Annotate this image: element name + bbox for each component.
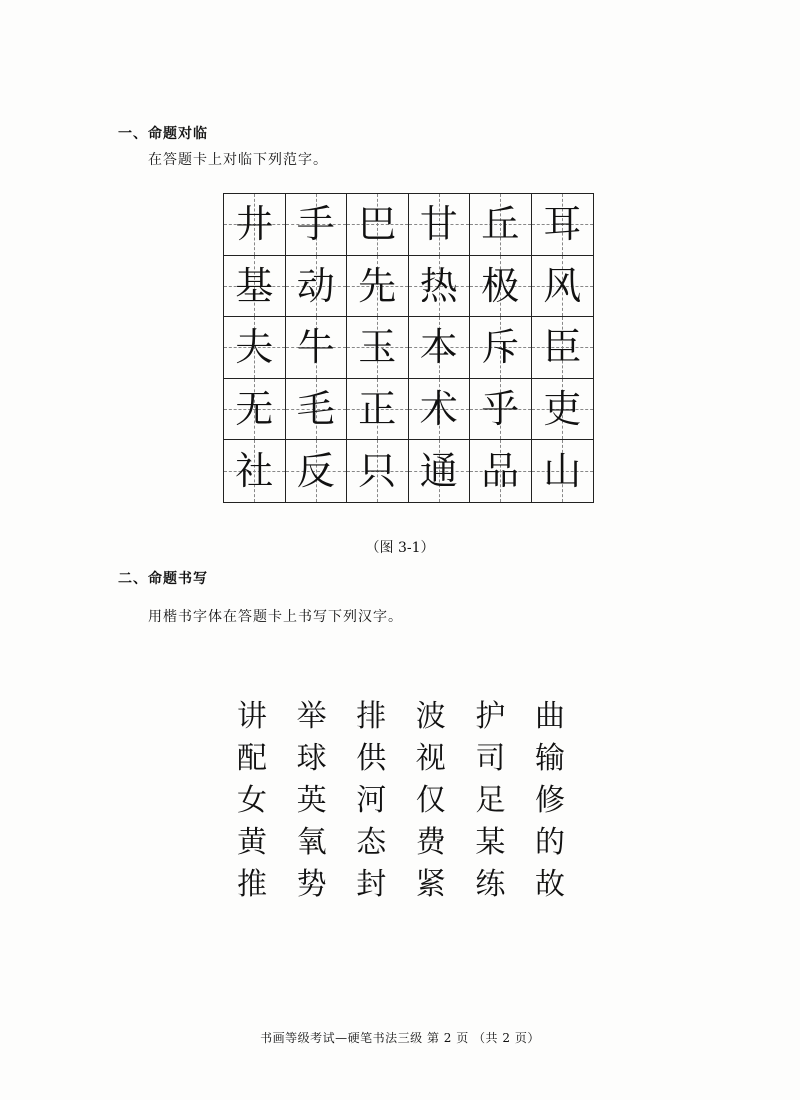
grid-cell xyxy=(532,317,594,379)
grid-character: 极 xyxy=(481,263,520,308)
section1-title: 一、命题对临 xyxy=(118,126,208,142)
writing-character: 输 xyxy=(534,741,565,776)
grid-cell xyxy=(286,379,348,441)
grid-character: 动 xyxy=(296,263,335,308)
grid-cell xyxy=(532,256,594,318)
grid-character: 本 xyxy=(419,325,458,370)
writing-character: 视 xyxy=(415,741,446,776)
writing-character: 修 xyxy=(534,783,565,818)
grid-character: 夫 xyxy=(235,325,274,370)
grid-character: 正 xyxy=(358,387,397,432)
writing-character: 曲 xyxy=(534,699,565,734)
section2-instruction: 用楷书字体在答题卡上书写下列汉字。 xyxy=(148,609,403,625)
grid-character: 术 xyxy=(419,387,458,432)
grid-character: 反 xyxy=(296,449,335,494)
writing-character: 河 xyxy=(356,783,387,818)
writing-character: 练 xyxy=(475,867,506,902)
grid-cell xyxy=(286,317,348,379)
grid-cell xyxy=(532,379,594,441)
grid-character: 巴 xyxy=(358,202,397,247)
grid-cell xyxy=(347,194,409,256)
grid-character: 耳 xyxy=(543,202,582,247)
writing-character: 足 xyxy=(475,783,506,818)
grid-character: 先 xyxy=(358,263,397,308)
page-footer: 书画等级考试—硬笔书法三级 第 2 页 （共 2 页） xyxy=(260,1031,540,1045)
grid-cell xyxy=(409,256,471,318)
grid-cell xyxy=(224,256,286,318)
grid-cell xyxy=(409,379,471,441)
grid-character: 基 xyxy=(235,263,274,308)
grid-character: 毛 xyxy=(296,387,335,432)
grid-cell xyxy=(409,440,471,502)
writing-row xyxy=(231,864,571,906)
writing-character: 黄 xyxy=(237,825,267,860)
grid-character: 无 xyxy=(235,387,274,432)
grid-cell xyxy=(470,256,532,318)
grid-character: 臣 xyxy=(543,325,582,370)
grid-character: 玉 xyxy=(358,325,397,370)
grid-cell xyxy=(470,194,532,256)
writing-character: 紧 xyxy=(415,867,446,902)
grid-character: 只 xyxy=(358,449,397,494)
grid-cell xyxy=(347,317,409,379)
writing-row xyxy=(231,738,571,780)
grid-cell xyxy=(532,194,594,256)
grid-character: 通 xyxy=(419,449,458,494)
writing-character: 的 xyxy=(534,825,565,860)
writing-character: 势 xyxy=(296,867,327,902)
writing-character: 某 xyxy=(475,825,506,860)
grid-character: 手 xyxy=(296,202,335,247)
figure-caption: （图 3-1） xyxy=(365,540,435,556)
grid-cell xyxy=(347,256,409,318)
writing-character: 讲 xyxy=(237,699,267,734)
grid-character: 热 xyxy=(419,263,458,308)
writing-character: 费 xyxy=(415,825,446,860)
grid-cell xyxy=(409,317,471,379)
grid-cell xyxy=(409,194,471,256)
grid-character: 社 xyxy=(235,449,274,494)
writing-row xyxy=(231,822,571,864)
grid-character: 乎 xyxy=(481,387,520,432)
writing-character: 英 xyxy=(296,783,327,818)
grid-cell xyxy=(224,440,286,502)
writing-character: 氧 xyxy=(296,825,327,860)
writing-character: 举 xyxy=(296,699,327,734)
grid-character: 井 xyxy=(235,202,274,247)
writing-character: 司 xyxy=(475,741,506,776)
writing-character: 仅 xyxy=(415,783,446,818)
grid-cell xyxy=(470,379,532,441)
grid-cell xyxy=(470,317,532,379)
grid-character: 丘 xyxy=(481,202,520,247)
grid-character: 斥 xyxy=(481,325,520,370)
grid-cell xyxy=(347,440,409,502)
writing-character: 球 xyxy=(296,741,327,776)
section1-instruction: 在答题卡上对临下列范字。 xyxy=(148,152,328,168)
writing-character: 封 xyxy=(356,867,387,902)
grid-cell xyxy=(470,440,532,502)
grid-cell xyxy=(286,256,348,318)
writing-character: 态 xyxy=(356,825,387,860)
grid-cell xyxy=(224,379,286,441)
grid-character: 吏 xyxy=(543,387,582,432)
writing-character: 排 xyxy=(356,699,387,734)
grid-character: 山 xyxy=(543,449,582,494)
writing-row xyxy=(231,780,571,822)
grid-character: 品 xyxy=(481,449,520,494)
grid-character: 甘 xyxy=(419,202,458,247)
writing-character: 供 xyxy=(356,741,387,776)
writing-character: 女 xyxy=(237,783,267,818)
grid-cell xyxy=(532,440,594,502)
writing-character: 故 xyxy=(534,867,565,902)
grid-cell xyxy=(224,317,286,379)
writing-character-list xyxy=(231,696,571,906)
writing-character: 配 xyxy=(237,741,267,776)
grid-cell xyxy=(347,379,409,441)
writing-character: 护 xyxy=(475,699,506,734)
grid-cell xyxy=(286,194,348,256)
writing-character: 波 xyxy=(415,699,446,734)
writing-character: 推 xyxy=(237,867,267,902)
writing-row xyxy=(231,696,571,738)
grid-character: 牛 xyxy=(296,325,335,370)
section2-title: 二、命题书写 xyxy=(118,571,208,587)
practice-character-grid xyxy=(223,193,594,503)
grid-cell xyxy=(224,194,286,256)
grid-cell xyxy=(286,440,348,502)
grid-character: 风 xyxy=(543,263,582,308)
